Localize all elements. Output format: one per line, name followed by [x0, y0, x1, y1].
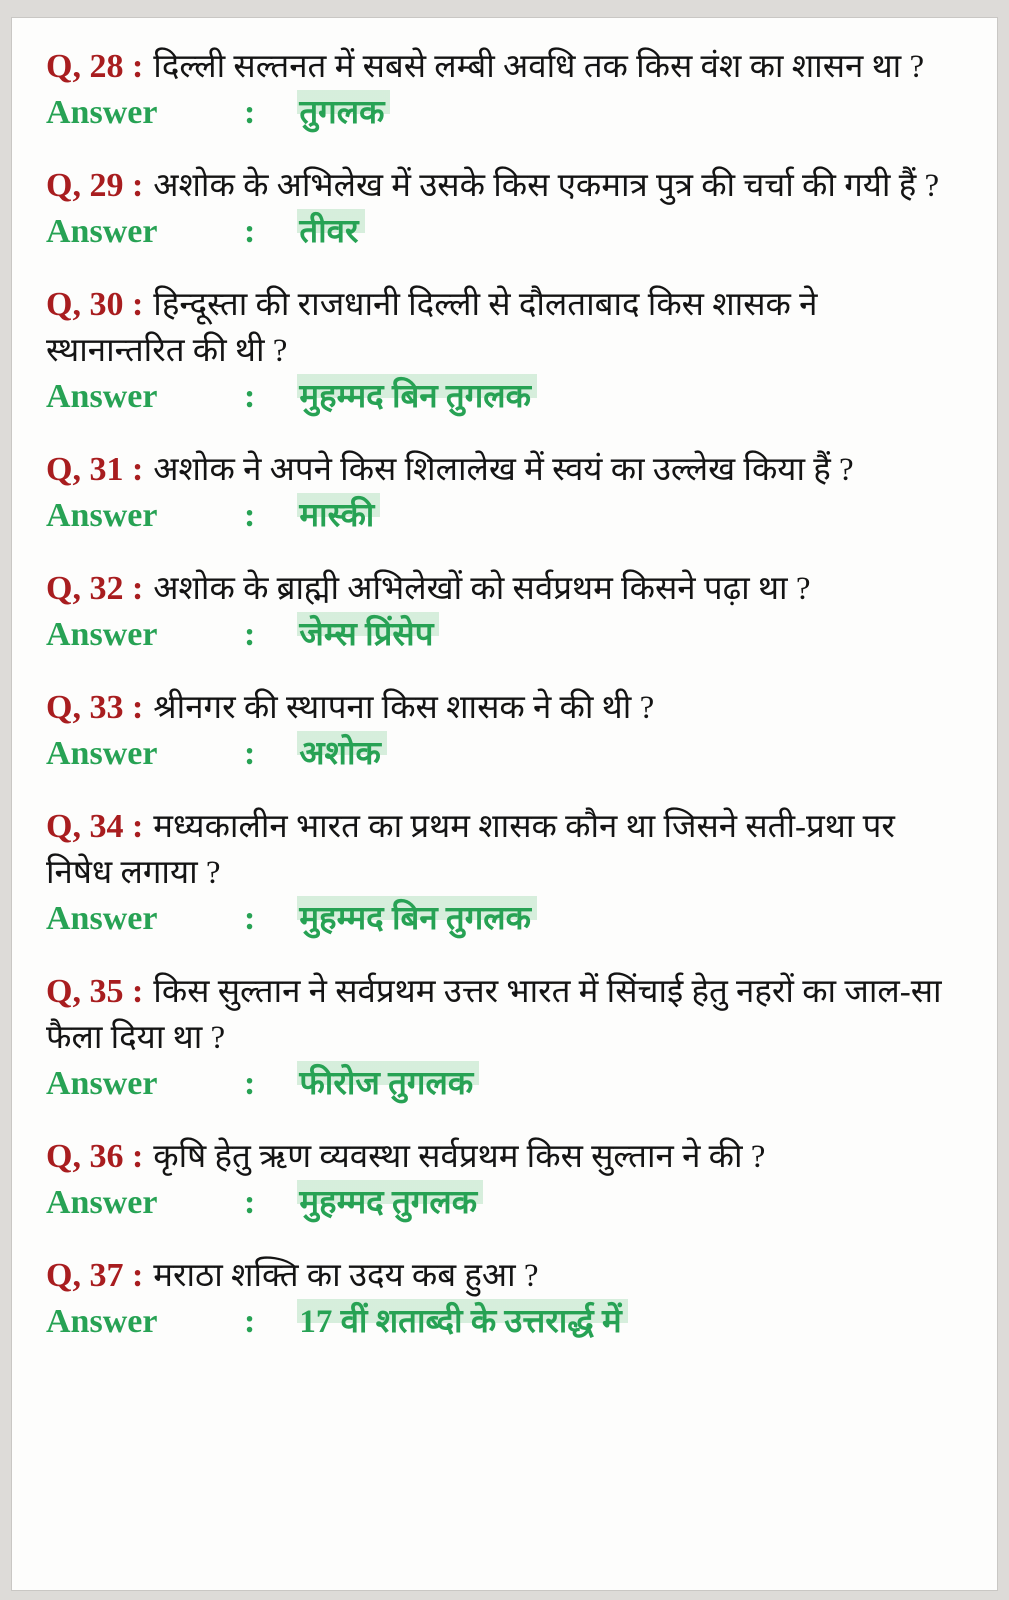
question-text: अशोक के ब्राह्मी अभिलेखों को सर्वप्रथम किसने पढ़ा था ?	[153, 571, 811, 607]
question-text: श्रीनगर की स्थापना किस शासक ने की थी ?	[153, 690, 655, 726]
answer-line	[46, 374, 961, 420]
question-number-label: Q, 30 :	[46, 286, 144, 323]
question-number-label: Q, 34 :	[46, 808, 144, 845]
answer-value: मुहम्मद बिन तुगलक	[297, 374, 537, 420]
answer-colon: :	[244, 1184, 256, 1221]
answer-colon: :	[244, 900, 256, 937]
question-line	[46, 282, 961, 374]
qa-block-33	[46, 685, 961, 777]
qa-block-28	[46, 44, 961, 136]
answer-value: मुहम्मद तुगलक	[297, 1180, 483, 1226]
answer-line	[46, 1180, 961, 1226]
question-number-label: Q, 28 :	[46, 48, 144, 85]
answer-line	[46, 493, 961, 539]
answer-line	[46, 1061, 961, 1107]
question-text: मध्यकालीन भारत का प्रथम शासक कौन था जिसने सती-प्रथा पर निषेध लगाया ?	[46, 809, 895, 891]
answer-label: Answer	[46, 1303, 158, 1340]
answer-value: मुहम्मद बिन तुगलक	[297, 896, 537, 942]
answer-colon: :	[244, 497, 256, 534]
question-text: दिल्ली सल्तनत में सबसे लम्बी अवधि तक किस वंश का शासन था ?	[153, 49, 925, 85]
qa-block-30	[46, 282, 961, 420]
answer-label: Answer	[46, 735, 158, 772]
question-text: किस सुल्तान ने सर्वप्रथम उत्तर भारत में सिंचाई हेतु नहरों का जाल-सा फैला दिया था ?	[46, 974, 942, 1056]
question-text: कृषि हेतु ऋण व्यवस्था सर्वप्रथम किस सुल्तान ने की ?	[153, 1139, 766, 1175]
question-line	[46, 447, 961, 493]
answer-value: फीरोज तुगलक	[297, 1061, 479, 1107]
question-number-label: Q, 36 :	[46, 1138, 144, 1175]
answer-line	[46, 209, 961, 255]
answer-value: मास्की	[297, 493, 380, 539]
answer-colon: :	[244, 1065, 256, 1102]
answer-value: तीवर	[297, 209, 364, 255]
answer-value: जेम्स प्रिंसेप	[297, 612, 439, 658]
question-text: अशोक के अभिलेख में उसके किस एकमात्र पुत्र की चर्चा की गयी हैं ?	[153, 168, 940, 204]
question-number-label: Q, 29 :	[46, 167, 144, 204]
answer-value: 17 वीं शताब्दी के उत्तरार्द्ध में	[297, 1299, 627, 1345]
answer-colon: :	[244, 735, 256, 772]
answer-value: तुगलक	[297, 90, 390, 136]
qa-block-36	[46, 1134, 961, 1226]
answer-line	[46, 731, 961, 777]
qa-block-35	[46, 969, 961, 1107]
answer-colon: :	[244, 94, 256, 131]
answer-label: Answer	[46, 900, 158, 937]
question-line	[46, 1134, 961, 1180]
question-text: हिन्दूस्ता की राजधानी दिल्ली से दौलताबाद किस शासक ने स्थानान्तरित की थी ?	[46, 287, 818, 369]
answer-label: Answer	[46, 497, 158, 534]
answer-label: Answer	[46, 378, 158, 415]
question-text: अशोक ने अपने किस शिलालेख में स्वयं का उल्लेख किया हैं ?	[153, 452, 854, 488]
answer-label: Answer	[46, 213, 158, 250]
question-line	[46, 566, 961, 612]
answer-line	[46, 90, 961, 136]
answer-label: Answer	[46, 1184, 158, 1221]
answer-label: Answer	[46, 94, 158, 131]
question-line	[46, 685, 961, 731]
question-line	[46, 804, 961, 896]
qa-block-32	[46, 566, 961, 658]
question-number-label: Q, 31 :	[46, 451, 144, 488]
question-number-label: Q, 35 :	[46, 973, 144, 1010]
answer-line	[46, 612, 961, 658]
question-line	[46, 163, 961, 209]
answer-value: अशोक	[297, 731, 387, 777]
qa-block-34	[46, 804, 961, 942]
question-number-label: Q, 32 :	[46, 570, 144, 607]
quiz-page-card	[11, 17, 998, 1591]
question-line	[46, 1253, 961, 1299]
qa-block-31	[46, 447, 961, 539]
answer-label: Answer	[46, 1065, 158, 1102]
answer-colon: :	[244, 1303, 256, 1340]
answer-colon: :	[244, 213, 256, 250]
question-number-label: Q, 33 :	[46, 689, 144, 726]
qa-block-37	[46, 1253, 961, 1345]
question-number-label: Q, 37 :	[46, 1257, 144, 1294]
answer-line	[46, 896, 961, 942]
answer-line	[46, 1299, 961, 1345]
answer-label: Answer	[46, 616, 158, 653]
question-text: मराठा शक्ति का उदय कब हुआ ?	[153, 1258, 539, 1294]
answer-colon: :	[244, 616, 256, 653]
question-line	[46, 44, 961, 90]
question-line	[46, 969, 961, 1061]
qa-block-29	[46, 163, 961, 255]
answer-colon: :	[244, 378, 256, 415]
